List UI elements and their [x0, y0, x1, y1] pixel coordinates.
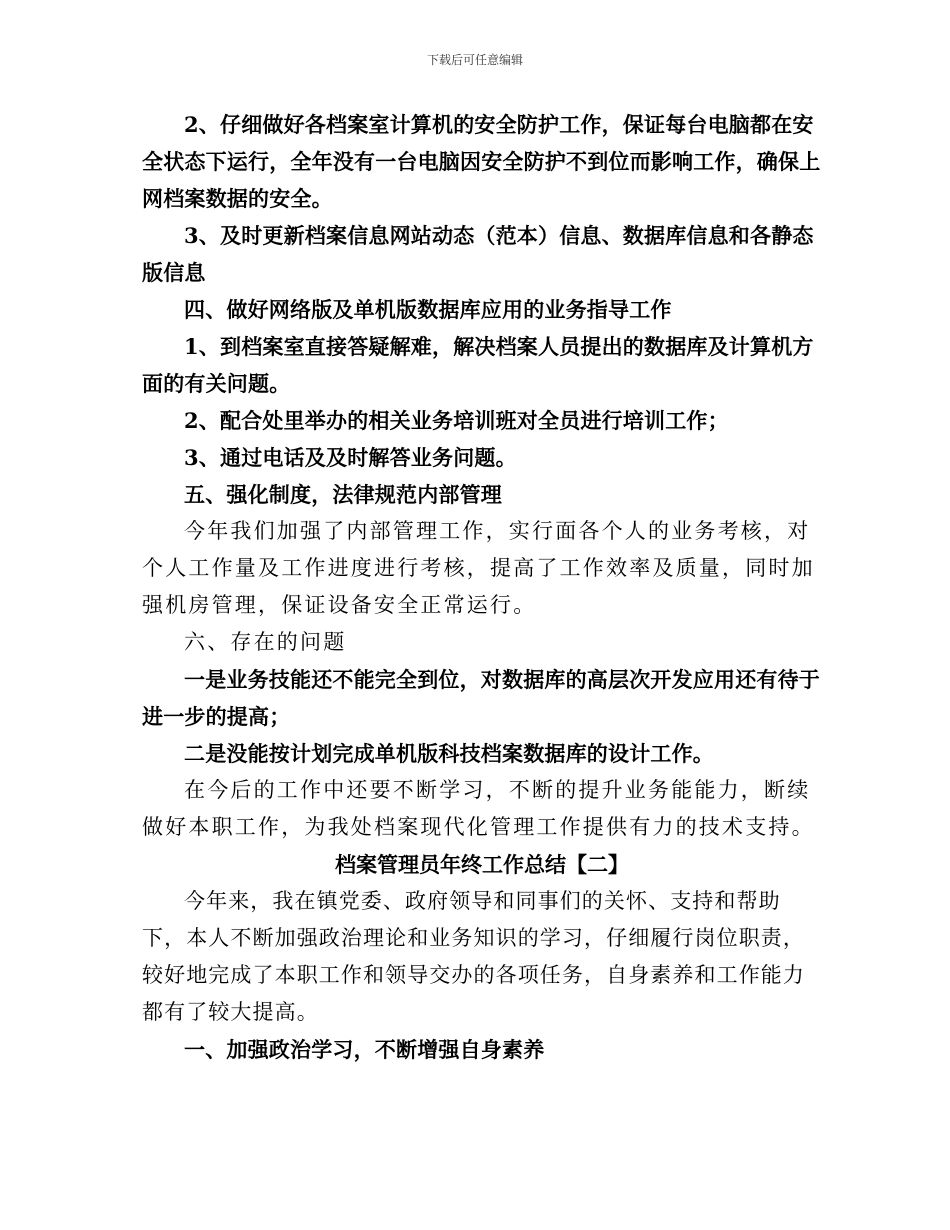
section-heading-5: 五、强化制度，法律规范内部管理: [184, 482, 502, 507]
paragraph-website-update: 3、及时更新档案信息网站动态（范本）信息、数据库信息和各静态版信息: [142, 223, 814, 285]
section-heading-1: 一、加强政治学习，不断增强自身素养: [184, 1037, 545, 1062]
paragraph-internal-management: 今年我们加强了内部管理工作，实行面各个人的业务考核，对个人工作量及工作进度进行考核，提高了工作效率及质量，同时加强机房管理，保证设备安全正常运行。: [142, 519, 815, 617]
paragraph-phone-support: 3、通过电话及及时解答业务问题。: [184, 445, 517, 470]
paragraph-problem-1: 一是业务技能还不能完全到位，对数据库的高层次开发应用还有待于进一步的提高；: [142, 667, 820, 729]
document-body: [142, 106, 822, 1068]
page-header-note: 下载后可任意编辑: [426, 53, 523, 67]
paragraph-problem-2: 二是没能按计划完成单机版科技档案数据库的设计工作。: [184, 741, 714, 766]
paragraph-intro: 今年来，我在镇党委、政府领导和同事们的关怀、支持和帮助下，本人不断加强政治理论和业务知识的学习，仔细履行岗位职责，较好地完成了本职工作和领导交办的各项任务，自身素养和工作能力都有了较大提高。: [142, 889, 805, 1024]
paragraph-training: 2、配合处里举办的相关业务培训班对全员进行培训工作；: [184, 408, 729, 433]
section-heading-4: 四、做好网络版及单机版数据库应用的业务指导工作: [184, 297, 672, 322]
document-title-2: 档案管理员年终工作总结【二】: [335, 852, 629, 877]
paragraph-future-work: 在今后的工作中还要不断学习，不断的提升业务能能力，断续做好本职工作，为我处档案现代化管理工作提供有力的技术支持。: [142, 778, 815, 839]
section-heading-6: 六、存在的问题: [184, 630, 347, 654]
paragraph-security-protection: 2、仔细做好各档案室计算机的安全防护工作，保证每台电脑都在安全状态下运行，全年没有一台电脑因安全防护不到位而影响工作，确保上网档案数据的安全。: [142, 112, 821, 211]
paragraph-answer-questions: 1、到档案室直接答疑解难，解决档案人员提出的数据库及计算机方面的有关问题。: [142, 334, 814, 396]
